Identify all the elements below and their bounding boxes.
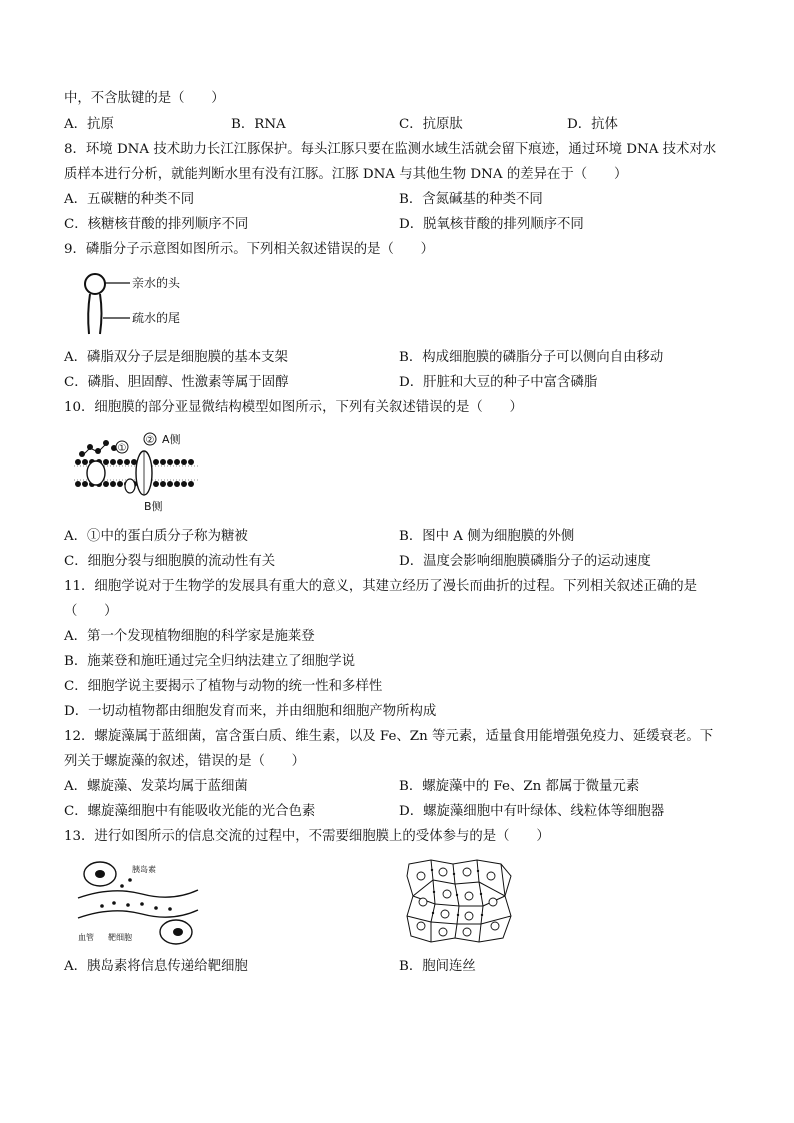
q13-stem: 13．进行如图所示的信息交流的过程中，不需要细胞膜上的受体参与的是（ ） [64,829,550,844]
side-a-label: A侧 [162,433,181,446]
q8-option-a: A．五碳糖的种类不同 [64,192,195,207]
q12-option-d: D．螺旋藻细胞中有叶绿体、线粒体等细胞器 [399,804,665,819]
inner-protein [125,479,135,493]
target-cell-label: 靶细胞 [108,933,132,942]
q9-option-b: B．构成细胞膜的磷脂分子可以侧向自由移动 [399,350,664,365]
glycoprotein-chain [79,440,117,457]
secreting-cell-nucleus [95,870,105,878]
target-cell-nucleus [173,928,183,936]
q8-option-d: D．脱氧核苷酸的排列顺序不同 [399,217,584,232]
q9-option-d: D．肝脏和大豆的种子中富含磷脂 [399,375,598,390]
membrane-figure [70,426,220,514]
vessel-label: 血管 [78,933,94,942]
q10-option-a: A．①中的蛋白质分子称为糖被 [64,529,248,544]
q11-stem-line-2: （ ） [64,604,118,619]
q13-option-a: A．胰岛素将信息传递给靶细胞 [64,959,248,974]
label-1: ① [117,443,127,454]
q12-stem-line-1: 12．螺旋藻属于蓝细菌，富含蛋白质、维生素，以及 Fe、Zn 等元素，适量食用能增强免疫力、延缓衰老。下 [64,729,714,744]
phospholipid-tail-left [88,294,90,334]
phospholipid-figure [70,268,210,338]
q13-option-b: B．胞间连丝 [399,959,476,974]
q8-option-c: C．核糖核苷酸的排列顺序不同 [64,217,249,232]
q10-option-c: C．细胞分裂与细胞膜的流动性有关 [64,554,276,569]
q9-option-a: A．磷脂双分子层是细胞膜的基本支架 [64,350,288,365]
q7-option-b: B．RNA [231,117,286,132]
label-2: ② [145,435,155,446]
membrane-protein-small [87,461,105,485]
q11-option-a: A．第一个发现植物细胞的科学家是施莱登 [64,629,315,644]
q12-option-a: A．螺旋藻、发菜均属于蓝细菌 [64,779,248,794]
phospholipid-tail-right [100,294,102,334]
tail-label: 疏水的尾 [132,311,181,325]
phospholipid-head [85,274,105,294]
q11-stem-line-1: 11．细胞学说对于生物学的发展具有重大的意义，其建立经历了漫长而曲折的过程。下列相关叙述正确的是 [64,579,698,594]
q11-option-c: C．细胞学说主要揭示了植物与动物的统一性和多样性 [64,679,383,694]
side-b-label: B侧 [144,500,163,513]
q10-option-d: D．温度会影响细胞膜磷脂分子的运动速度 [399,554,651,569]
plasmodesmata-figure [405,856,515,946]
q10-stem: 10．细胞膜的部分亚显微结构模型如图所示，下列有关叙述错误的是（ ） [64,400,523,415]
head-label: 亲水的头 [132,276,181,290]
q12-option-b: B．螺旋藻中的 Fe、Zn 都属于微量元素 [399,779,640,794]
q11-option-d: D．一切动植物都由细胞发育而来，并由细胞和细胞产物所构成 [64,704,437,719]
q7-option-c: C．抗原肽 [399,117,463,132]
q10-option-b: B．图中 A 侧为细胞膜的外侧 [399,529,575,544]
q12-option-c: C．螺旋藻细胞中有能吸收光能的光合色素 [64,804,316,819]
q8-stem-line-2: 质样本进行分析，就能判断水里有没有江豚。江豚 DNA 与其他生物 DNA 的差异在于（ ） [64,167,628,182]
q7-option-d: D．抗体 [567,117,618,132]
q8-stem-line-1: 8．环境 DNA 技术助力长江江豚保护。每头江豚只要在监测水域生活就会留下痕迹，通过环境 DNA 技术对水 [64,142,717,157]
q7-option-a: A．抗原 [64,117,114,132]
insulin-signal-figure [72,856,202,946]
q12-stem-line-2: 列关于螺旋藻的叙述，错误的是（ ） [64,754,306,769]
q9-option-c: C．磷脂、胆固醇、性激素等属于固醇 [64,375,289,390]
q9-stem: 9．磷脂分子示意图如图所示。下列相关叙述错误的是（ ） [64,242,435,257]
q7-stem-tail: 中，不含肽键的是（ ） [64,91,225,106]
vessel-wall-lower [78,910,198,918]
insulin-label: 胰岛素 [132,865,156,874]
q8-option-b: B．含氮碱基的种类不同 [399,192,543,207]
vessel-wall-upper [78,890,198,898]
q11-option-b: B．施莱登和施旺通过完全归纳法建立了细胞学说 [64,654,356,669]
